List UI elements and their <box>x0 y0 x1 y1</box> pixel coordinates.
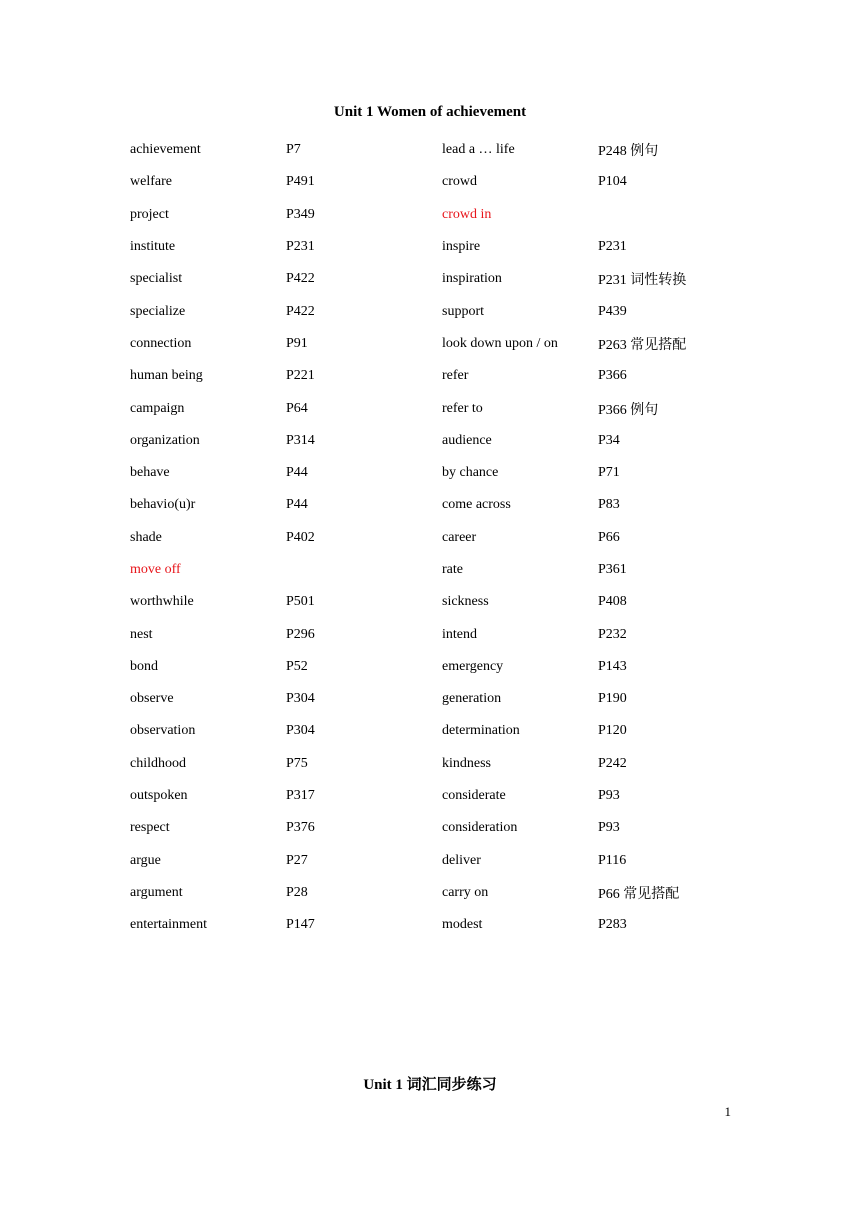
word-right: support <box>442 303 484 319</box>
table-row <box>130 748 738 780</box>
table-row <box>130 457 738 489</box>
table-row <box>130 877 738 909</box>
page-ref-left: P231 <box>286 239 315 255</box>
word-right: look down upon / on <box>442 335 558 351</box>
table-row <box>130 715 738 747</box>
word-right: generation <box>442 691 502 707</box>
page-ref-right: P93 <box>598 788 620 804</box>
page-ref-right: P83 <box>598 497 620 513</box>
word-right: by chance <box>442 465 499 481</box>
page-ref-right: P93 <box>598 820 620 836</box>
page-ref-right: P66 <box>598 529 620 545</box>
word-right: refer to <box>442 400 483 416</box>
page-ref-right: P143 <box>598 658 627 674</box>
word-left: argue <box>130 852 161 868</box>
word-left: specialist <box>130 271 183 287</box>
word-right: crowd in <box>442 206 492 222</box>
word-left: move off <box>130 562 181 577</box>
page-ref-right: P439 <box>598 303 627 319</box>
table-row <box>130 780 738 812</box>
word-left: childhood <box>130 755 186 771</box>
vocabulary-table <box>130 134 738 941</box>
word-right: rate <box>442 562 463 577</box>
page-ref-left: P44 <box>286 497 308 513</box>
table-row <box>130 425 738 457</box>
page-ref-right: P408 <box>598 594 627 610</box>
word-right: refer <box>442 368 469 384</box>
table-row <box>130 295 738 327</box>
page-ref-left: P64 <box>286 400 308 416</box>
page-ref-left: P349 <box>286 206 315 222</box>
word-left: argument <box>130 884 183 900</box>
page-ref-right: P366 例句 <box>598 402 659 418</box>
page-ref-left: P402 <box>286 529 315 545</box>
table-row <box>130 489 738 521</box>
page-ref-right: P263 常见搭配 <box>598 337 687 353</box>
word-right: career <box>442 529 477 545</box>
word-right: modest <box>442 917 483 933</box>
word-right: come across <box>442 497 511 513</box>
page-ref-left <box>286 554 442 586</box>
page-ref-left: P147 <box>286 917 315 933</box>
page-ref-right: P248 例句 <box>598 144 659 160</box>
table-row <box>130 845 738 877</box>
page-ref-left: P491 <box>286 174 315 190</box>
word-left: outspoken <box>130 788 188 804</box>
word-right: audience <box>442 432 492 448</box>
page-ref-right: P71 <box>598 465 620 481</box>
word-right: crowd <box>442 174 477 190</box>
word-left: specialize <box>130 303 186 319</box>
word-right: kindness <box>442 755 491 771</box>
table-row <box>130 134 738 166</box>
word-right: lead a … life <box>442 142 515 158</box>
word-left: campaign <box>130 400 185 416</box>
page-ref-left: P221 <box>286 368 315 384</box>
table-row <box>130 360 738 392</box>
word-left: project <box>130 206 169 222</box>
word-right: deliver <box>442 852 481 868</box>
page-ref-right: P366 <box>598 368 627 384</box>
word-right: inspire <box>442 239 481 255</box>
page-ref-right: P34 <box>598 432 620 448</box>
page-ref-left: P75 <box>286 755 308 771</box>
word-left: organization <box>130 432 200 448</box>
page-ref-left: P27 <box>286 852 308 868</box>
word-right: inspiration <box>442 271 502 287</box>
word-left: achievement <box>130 142 201 158</box>
word-right: sickness <box>442 594 489 610</box>
word-right: consideration <box>442 820 518 836</box>
page-ref-right: P104 <box>598 174 627 190</box>
word-left: worthwhile <box>130 594 194 610</box>
word-left: nest <box>130 626 153 642</box>
table-row <box>130 618 738 650</box>
page-number: 1 <box>724 1104 731 1119</box>
table-row <box>130 231 738 263</box>
page-ref-right: P283 <box>598 917 627 933</box>
page-ref-right: P242 <box>598 755 627 771</box>
table-row <box>130 199 738 231</box>
section-title: Unit 1 词汇同步练习 <box>363 1077 497 1093</box>
table-row <box>130 554 738 586</box>
table-row <box>130 651 738 683</box>
page-ref-left: P376 <box>286 820 315 836</box>
page-ref-left: P296 <box>286 626 315 642</box>
page-ref-right: P66 常见搭配 <box>598 886 680 902</box>
page-ref-left: P91 <box>286 335 308 351</box>
page-ref-right: P231 <box>598 239 627 255</box>
word-left: respect <box>130 820 170 836</box>
table-row <box>130 392 738 424</box>
page-ref-right <box>598 199 738 231</box>
table-row <box>130 328 738 360</box>
page-ref-right: P232 <box>598 626 627 642</box>
table-row <box>130 683 738 715</box>
word-left: bond <box>130 658 158 674</box>
page-ref-left: P304 <box>286 691 315 707</box>
word-right: emergency <box>442 658 504 674</box>
table-row <box>130 812 738 844</box>
word-right: determination <box>442 723 520 739</box>
page-ref-left: P52 <box>286 658 308 674</box>
word-left: shade <box>130 529 162 545</box>
word-left: entertainment <box>130 917 207 933</box>
word-left: behave <box>130 465 170 481</box>
page-ref-left: P317 <box>286 788 315 804</box>
page-ref-left: P501 <box>286 594 315 610</box>
word-left: welfare <box>130 174 172 190</box>
word-left: behavio(u)r <box>130 497 196 513</box>
page-ref-left: P422 <box>286 303 315 319</box>
table-row <box>130 586 738 618</box>
word-left: institute <box>130 239 176 255</box>
word-left: connection <box>130 335 192 351</box>
word-right: carry on <box>442 884 489 900</box>
page-ref-right: P361 <box>598 562 627 577</box>
page-ref-left: P28 <box>286 884 308 900</box>
table-row <box>130 909 738 941</box>
table-row <box>130 522 738 554</box>
word-left: observation <box>130 723 196 739</box>
table-row <box>130 263 738 295</box>
page-ref-right: P231 词性转换 <box>598 273 687 289</box>
page-ref-left: P7 <box>286 142 301 158</box>
page-ref-left: P422 <box>286 271 315 287</box>
page-ref-left: P304 <box>286 723 315 739</box>
page-ref-left: P314 <box>286 432 315 448</box>
word-right: considerate <box>442 788 506 804</box>
table-row <box>130 166 738 198</box>
page-ref-right: P116 <box>598 852 627 868</box>
page-title: Unit 1 Women of achievement <box>333 104 527 120</box>
word-left: observe <box>130 691 174 707</box>
vocabulary-table-body <box>130 134 738 941</box>
page-ref-right: P190 <box>598 691 627 707</box>
word-left: human being <box>130 368 203 384</box>
page-ref-left: P44 <box>286 465 308 481</box>
word-right: intend <box>442 626 477 642</box>
page-ref-right: P120 <box>598 723 627 739</box>
